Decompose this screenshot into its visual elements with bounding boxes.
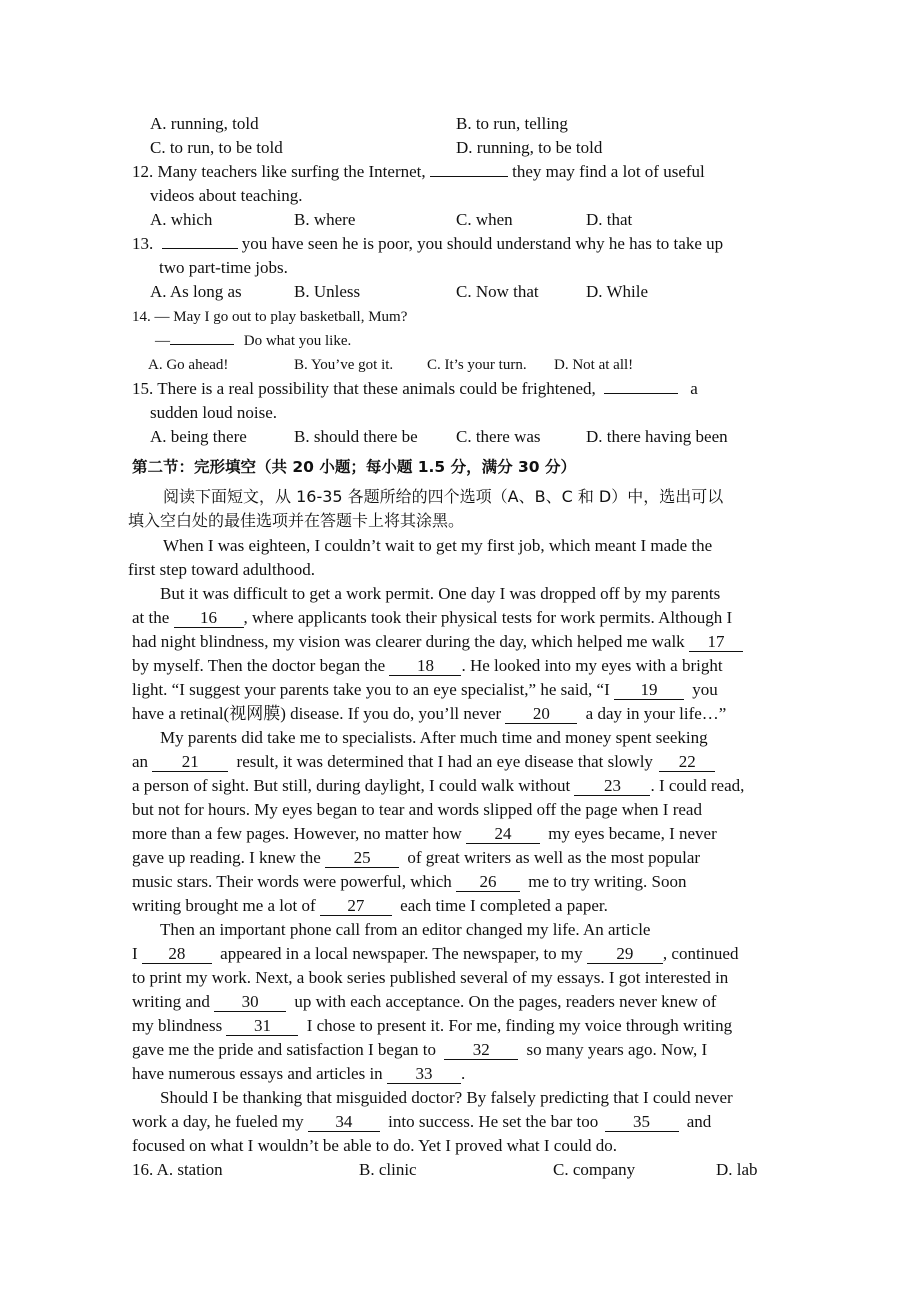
passage-line: [132, 702, 726, 726]
passage-text: .: [460, 1064, 466, 1083]
cloze-blank-25: 25: [325, 849, 399, 868]
passage-line: focused on what I wouldn’t be able to do. Yet I proved what I could do.: [132, 1136, 618, 1155]
q15-option-d: D. there having been: [586, 427, 728, 446]
passage-line: My parents did take me to specialists. After much time and money spent seeking: [160, 728, 708, 747]
q14-dash: —: [155, 333, 170, 349]
passage-line: [132, 870, 686, 894]
passage-line: [132, 606, 732, 630]
cloze-blank-30: 30: [214, 993, 286, 1012]
passage-text: you: [692, 680, 718, 699]
q14-reply: [155, 329, 351, 353]
q11-option-b: B. to run, telling: [456, 114, 568, 133]
q16-option-c: C. company: [553, 1160, 636, 1179]
q12-stem-line2: videos about teaching.: [150, 186, 303, 205]
passage-text: gave me the pride and satisfaction I began to: [132, 1040, 436, 1059]
q12-stem-end: they may find a lot of useful: [512, 162, 705, 181]
passage-text: gave up reading. I knew the: [132, 848, 321, 867]
q13-option-c: C. Now that: [456, 282, 539, 301]
q13-stem-line2: two part-time jobs.: [159, 258, 288, 277]
q14-reply-end: Do what you like.: [243, 333, 352, 349]
q12-option-a: A. which: [150, 210, 213, 229]
q13-answer-blank: [162, 248, 238, 249]
passage-text: light. “I suggest your parents take you to an eye specialist,” he said, “I: [132, 680, 610, 699]
passage-line: [132, 942, 738, 966]
passage-line: Should I be thanking that misguided doctor? By falsely predicting that I could never: [160, 1088, 733, 1107]
cloze-blank-21: 21: [152, 753, 228, 772]
q11-option-a: A. running, told: [150, 114, 259, 133]
passage-text: had night blindness, my vision was clearer during the day, which helped me walk: [132, 632, 685, 651]
cloze-blank-19: 19: [614, 681, 684, 700]
q13-option-a: A. As long as: [150, 282, 242, 301]
cloze-blank-16: 16: [174, 609, 244, 628]
section-heading: 第二节：完形填空（共 20 小题；每小题 1.5 分，满分 30 分）: [132, 458, 576, 476]
passage-line: [132, 822, 717, 846]
q15-stem-line2: sudden loud noise.: [150, 403, 278, 422]
q13-option-b: B. Unless: [294, 282, 361, 301]
passage-text: by myself. Then the doctor began the: [132, 656, 386, 675]
passage-text: a person of sight. But still, during daylight, I could walk without: [132, 776, 571, 795]
passage-text: a day in your life…”: [585, 704, 727, 723]
passage-text: I: [132, 944, 138, 963]
passage-text: up with each acceptance. On the pages, readers never knew of: [294, 992, 717, 1011]
q14-option-a: A. Go ahead!: [148, 357, 229, 373]
passage-text: have numerous essays and articles in: [132, 1064, 383, 1083]
passage-text: . He looked into my eyes with a bright: [461, 656, 723, 675]
passage-text: so many years ago. Now, I: [526, 1040, 708, 1059]
q13-stem: [132, 232, 723, 256]
passage-text: of great writers as well as the most popular: [407, 848, 701, 867]
cloze-blank-29: 29: [587, 945, 663, 964]
q14-option-d: D. Not at all!: [554, 357, 634, 373]
passage-text: work a day, he fueled my: [132, 1112, 304, 1131]
q15-stem-start: 15. There is a real possibility that these animals could be frightened,: [132, 379, 596, 398]
passage-text: an: [132, 752, 149, 771]
passage-line: [132, 894, 608, 918]
passage-line: When I was eighteen, I couldn’t wait to get my first job, which meant I made the: [163, 536, 713, 555]
passage-text: into success. He set the bar too: [388, 1112, 599, 1131]
q16-option-a: 16. A. station: [132, 1160, 223, 1179]
q15-option-b: B. should there be: [294, 427, 418, 446]
q15-answer-blank: [604, 393, 678, 394]
passage-line: [132, 678, 718, 702]
cloze-blank-18: 18: [389, 657, 461, 676]
passage-line: [132, 774, 744, 798]
q14-option-c: C. It’s your turn.: [427, 357, 527, 373]
passage-line: [132, 990, 716, 1014]
passage-line: to print my work. Next, a book series published several of my essays. I got interested in: [132, 968, 729, 987]
q16-option-b: B. clinic: [359, 1160, 417, 1179]
cloze-blank-28: 28: [142, 945, 212, 964]
cloze-blank-23: 23: [574, 777, 650, 796]
passage-line: [132, 750, 715, 774]
passage-text: appeared in a local newspaper. The newspaper, to my: [220, 944, 583, 963]
passage-line: [132, 1062, 465, 1086]
cloze-blank-26: 26: [456, 873, 520, 892]
q11-option-d: D. running, to be told: [456, 138, 603, 157]
passage-line: [132, 846, 700, 870]
passage-text: more than a few pages. However, no matter how: [132, 824, 462, 843]
passage-line: Then an important phone call from an editor changed my life. An article: [160, 920, 651, 939]
passage-text: have a retinal(视网膜) disease. If you do, you’ll never: [132, 704, 502, 723]
passage-text: and: [686, 1112, 712, 1131]
passage-line: but not for hours. My eyes began to tear and words slipped off the page when I read: [132, 800, 702, 819]
passage-text: writing brought me a lot of: [132, 896, 316, 915]
q14-option-b: B. You’ve got it.: [294, 357, 394, 373]
q15-stem-end: a: [690, 379, 698, 398]
passage-line: [132, 1038, 707, 1062]
passage-text: writing and: [132, 992, 210, 1011]
q15-stem: [132, 377, 698, 401]
passage-line: first step toward adulthood.: [128, 560, 315, 579]
q13-number: 13.: [132, 234, 154, 253]
passage-text: my eyes became, I never: [548, 824, 717, 843]
passage-line: [132, 654, 723, 678]
passage-text: , continued: [662, 944, 739, 963]
cloze-blank-17: 17: [689, 633, 743, 652]
passage-line: But it was difficult to get a work permit. One day I was dropped off by my parents: [160, 584, 721, 603]
passage-text: , where applicants took their physical tests for work permits. Although I: [243, 608, 733, 627]
cloze-blank-22: 22: [659, 753, 715, 772]
q12-option-d: D. that: [586, 210, 633, 229]
q15-option-a: A. being there: [150, 427, 247, 446]
q12-stem-start: 12. Many teachers like surfing the Internet,: [132, 162, 426, 181]
passage-line: [132, 1110, 711, 1134]
passage-text: result, it was determined that I had an eye disease that slowly: [236, 752, 653, 771]
instructions-line2: 填入空白处的最佳选项并在答题卡上将其涂黑。: [128, 511, 465, 530]
cloze-blank-31: 31: [226, 1017, 298, 1036]
cloze-blank-20: 20: [505, 705, 577, 724]
passage-line: [132, 630, 743, 654]
cloze-blank-33: 33: [387, 1065, 461, 1084]
cloze-blank-27: 27: [320, 897, 392, 916]
passage-text: . I could read,: [650, 776, 745, 795]
instructions-line1: 阅读下面短文，从 16-35 各题所给的四个选项（A、B、C 和 D）中，选出可以: [163, 487, 724, 506]
passage-text: music stars. Their words were powerful, which: [132, 872, 452, 891]
q12-option-b: B. where: [294, 210, 356, 229]
q14-answer-blank: [170, 344, 234, 345]
q12-option-c: C. when: [456, 210, 513, 229]
passage-text: at the: [132, 608, 170, 627]
q16-option-d: D. lab: [716, 1160, 758, 1179]
passage-text: I chose to present it. For me, finding my voice through writing: [306, 1016, 733, 1035]
q15-option-c: C. there was: [456, 427, 541, 446]
q14-stem: 14. — May I go out to play basketball, Mum?: [132, 309, 408, 325]
q13-option-d: D. While: [586, 282, 649, 301]
passage-text: me to try writing. Soon: [528, 872, 687, 891]
passage-text: each time I completed a paper.: [400, 896, 608, 915]
passage-line: [132, 1014, 732, 1038]
cloze-blank-35: 35: [605, 1113, 679, 1132]
q11-option-c: C. to run, to be told: [150, 138, 283, 157]
cloze-blank-24: 24: [466, 825, 540, 844]
cloze-blank-32: 32: [444, 1041, 518, 1060]
q13-stem-end: you have seen he is poor, you should understand why he has to take up: [241, 234, 724, 253]
cloze-blank-34: 34: [308, 1113, 380, 1132]
q12-answer-blank: [430, 176, 508, 177]
q12-stem: [132, 160, 705, 184]
passage-text: my blindness: [132, 1016, 223, 1035]
